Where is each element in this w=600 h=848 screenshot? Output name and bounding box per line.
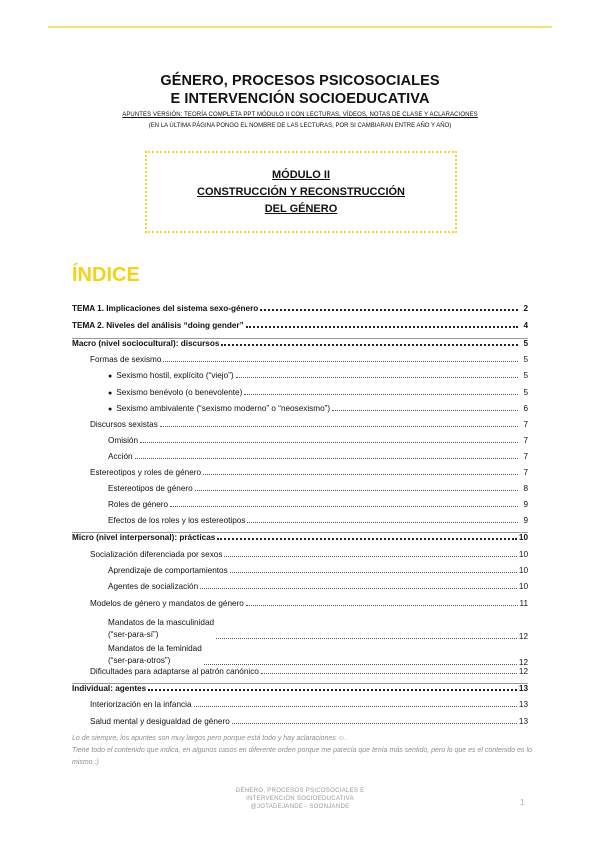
toc-entry-page: 10	[518, 533, 528, 543]
dot-leader	[217, 538, 517, 540]
bullet-icon: ●	[108, 389, 113, 397]
dot-leader	[332, 410, 518, 411]
toc-entry-label	[108, 500, 168, 509]
toc-entry-label	[108, 388, 242, 397]
dot-leader	[194, 706, 517, 707]
dot-leader	[247, 522, 518, 523]
toc-entry-text: Sexismo hostil, explícito (“viejo”)	[116, 371, 234, 381]
dot-leader	[148, 689, 517, 691]
toc-entry-label	[90, 550, 222, 559]
toc-entry-text: Efectos de los roles y los estereotipos	[108, 516, 246, 526]
toc-entry-text: Interiorización en la infancia	[90, 700, 192, 710]
dot-leader	[135, 458, 518, 459]
toc-entry-text: Sexismo benévolo (o benevolente)	[116, 387, 243, 397]
toc-entry-text: TEMA 1. Implicaciones del sistema sexo-género	[72, 304, 259, 313]
bullet-icon: ●	[108, 405, 113, 413]
toc-entry-text: Individual: agentes	[72, 683, 147, 693]
toc-entry-text: Macro (nivel sociocultural): discursos	[72, 338, 220, 348]
toc-entry-text: Sexismo ambivalente (“sexismo moderno” o “neosexismo”)	[116, 403, 331, 413]
toc-entry-page: 10	[518, 582, 528, 592]
toc-entry[interactable]	[72, 404, 528, 420]
toc-entry[interactable]	[72, 388, 528, 404]
toc-entry-text: Socialización diferenciada por sexos	[90, 550, 223, 560]
toc-entry-label	[72, 339, 219, 348]
toc-entry-label	[72, 321, 244, 330]
toc-entry-label	[108, 582, 198, 591]
toc-entry-page: 5	[523, 371, 528, 381]
toc-entry-page: 7	[523, 419, 528, 429]
toc-entry-text: Formas de sexismo	[90, 355, 162, 365]
dot-leader	[224, 556, 516, 557]
toc-entry[interactable]	[72, 641, 528, 667]
toc-entry-label	[108, 484, 193, 493]
toc-entry-page: 10	[518, 550, 528, 560]
toc-entry-page: 7	[523, 435, 528, 445]
toc-entry-page: 10	[518, 566, 528, 576]
toc-entry[interactable]	[72, 516, 528, 533]
table-of-contents	[72, 304, 528, 733]
toc-entry-page: 9	[523, 500, 528, 510]
toc-entry-label	[108, 452, 133, 461]
toc-entry[interactable]	[72, 339, 528, 356]
footnote-line-1: Lo de siempre, los apuntes son muy largos pero porque está todo y hay aclaraciones ☺.	[72, 735, 347, 742]
toc-entry[interactable]	[72, 436, 528, 452]
toc-entry-page: 5	[523, 387, 528, 397]
toc-entry-label	[90, 355, 161, 364]
toc-entry[interactable]	[72, 468, 528, 484]
dot-leader	[236, 377, 518, 378]
toc-entry-label	[90, 420, 158, 429]
footnote	[72, 733, 532, 769]
toc-entry[interactable]	[72, 420, 528, 436]
toc-entry-label-line-2: (“ser-para-otros”)	[108, 655, 171, 665]
dot-leader	[230, 572, 517, 573]
dot-leader	[163, 361, 518, 362]
toc-entry-label-line-1: Mandatos de la feminidad	[108, 643, 202, 653]
toc-entry-page: 8	[523, 484, 528, 494]
dot-leader	[195, 490, 518, 491]
toc-entry-page: 12	[518, 666, 528, 676]
dot-leader	[203, 474, 518, 475]
module-title-line-2: DEL GÉNERO	[264, 203, 338, 215]
toc-entry-label-line-2: (“ser-para-sí”)	[108, 629, 159, 639]
dot-leader	[216, 638, 517, 639]
toc-entry-label	[90, 717, 230, 726]
toc-entry-page: 5	[523, 338, 528, 348]
toc-entry-text: Aprendizaje de comportamientos	[108, 566, 228, 576]
toc-entry-page: 4	[523, 320, 528, 330]
toc-entry-text: Micro (nivel interpersonal): prácticas	[72, 533, 216, 543]
toc-entry-page: 9	[523, 516, 528, 526]
toc-entry[interactable]	[72, 550, 528, 566]
dot-leader	[260, 309, 518, 311]
readings-note: (EN LA ÚLTIMA PÁGINA PONGO EL NOMBRE DE LAS LECTURAS, POR SI CAMBIARAN ENTRE AÑO Y AÑO)	[148, 123, 452, 129]
toc-entry-label	[108, 404, 330, 413]
toc-entry-page: 11	[519, 598, 528, 608]
toc-entry-text: Estereotipos y roles de género	[90, 468, 202, 478]
toc-entry-page: 13	[518, 716, 528, 726]
toc-entry-text: Roles de género	[108, 500, 169, 510]
top-divider-line	[48, 26, 552, 28]
toc-entry[interactable]	[72, 304, 528, 321]
toc-entry[interactable]	[72, 484, 528, 500]
dot-leader	[221, 344, 518, 346]
page-number: 1	[520, 798, 525, 807]
toc-entry[interactable]	[72, 599, 528, 615]
toc-entry[interactable]	[72, 615, 528, 641]
toc-entry[interactable]	[72, 355, 528, 371]
toc-entry[interactable]	[72, 500, 528, 516]
toc-entry-label	[108, 566, 228, 575]
toc-entry-label	[90, 599, 244, 608]
toc-entry-label	[72, 684, 146, 693]
toc-entry-page: 7	[523, 451, 528, 461]
toc-entry-page: 12	[518, 657, 528, 667]
toc-entry-label	[90, 700, 192, 709]
footer-line-1: GÉNERO, PROCESOS PSICOSOCIALES E	[235, 788, 365, 794]
toc-entry[interactable]	[72, 684, 528, 701]
toc-entry-page: 2	[523, 304, 528, 313]
toc-entry[interactable]	[72, 667, 528, 684]
toc-entry-label-line-1: Mandatos de la masculinidad	[108, 617, 215, 627]
toc-entry[interactable]	[72, 371, 528, 387]
index-heading: ÍNDICE	[72, 264, 140, 286]
toc-entry[interactable]	[72, 533, 528, 550]
toc-entry[interactable]	[72, 321, 528, 339]
toc-entry[interactable]	[72, 582, 528, 598]
toc-entry-label	[108, 371, 234, 380]
dot-leader	[246, 326, 518, 328]
toc-entry-label	[108, 516, 245, 525]
dot-leader	[200, 588, 517, 589]
toc-entry-label	[108, 643, 202, 667]
page-footer	[180, 787, 420, 811]
module-box	[145, 151, 457, 233]
dot-leader	[232, 723, 517, 724]
toc-entry-text: Discursos sexistas	[90, 419, 158, 429]
toc-entry-label	[108, 436, 138, 445]
dot-leader	[244, 394, 518, 395]
toc-entry-text: Salud mental y desigualdad de género	[90, 716, 230, 726]
dot-leader	[261, 673, 517, 674]
dot-leader	[204, 664, 517, 665]
toc-entry-page: 7	[523, 468, 528, 478]
dot-leader	[160, 426, 518, 427]
module-label: MÓDULO II	[271, 169, 331, 181]
toc-entry[interactable]	[72, 700, 528, 716]
toc-entry-label	[72, 304, 258, 313]
toc-entry[interactable]	[72, 717, 528, 733]
toc-entry-page: 5	[523, 355, 528, 365]
toc-entry-label	[108, 617, 214, 641]
dot-leader	[170, 506, 518, 507]
toc-entry-page: 6	[523, 403, 528, 413]
toc-entry-text: Agentes de socialización	[108, 582, 199, 592]
toc-entry-text: Acción	[108, 451, 133, 461]
dot-leader	[246, 605, 518, 606]
footnote-line-2: Tiene todo el contenido que indica, en algunos casos en diferente orden porque me parecía que tenía más sentido, pero lo que es el contenido es lo mismo :)	[72, 747, 532, 766]
toc-entry-page: 13	[518, 700, 528, 710]
title-line-2: E INTERVENCIÓN SOCIOEDUCATIVA	[170, 91, 430, 107]
bullet-icon: ●	[108, 373, 113, 381]
footer-line-3: @JOTADEJANDE - SOONJANDE	[250, 804, 350, 810]
dot-leader	[140, 442, 518, 443]
toc-entry[interactable]	[72, 452, 528, 468]
footer-line-2: INTERVENCIÓN SOCIOEDUCATIVA	[246, 796, 354, 802]
toc-entry-text: TEMA 2. Niveles del análisis “doing gender”	[72, 320, 244, 330]
document-title	[60, 72, 540, 108]
toc-entry-page: 12	[518, 631, 528, 641]
toc-entry-text: Estereotipos de género	[108, 484, 193, 494]
toc-entry-text: Dificultades para adaptarse al patrón canónico	[90, 666, 259, 676]
toc-entry-label	[90, 468, 201, 477]
toc-entry-label	[72, 533, 215, 542]
toc-entry-text: Modelos de género y mandatos de género	[90, 598, 244, 608]
title-line-1: GÉNERO, PROCESOS PSICOSOCIALES	[160, 73, 440, 89]
toc-entry-text: Omisión	[108, 435, 139, 445]
toc-entry-page: 13	[518, 683, 528, 693]
toc-entry-label	[90, 667, 259, 676]
toc-entry[interactable]	[72, 566, 528, 582]
module-title-line-1: CONSTRUCCIÓN Y RECONSTRUCCIÓN	[197, 186, 405, 198]
version-note: APUNTES VERSIÓN: TEORÍA COMPLETA PPT MÓDULO II CON LECTURAS, VÍDEOS, NOTAS DE CLASE Y ACLARACIONES	[122, 112, 478, 118]
